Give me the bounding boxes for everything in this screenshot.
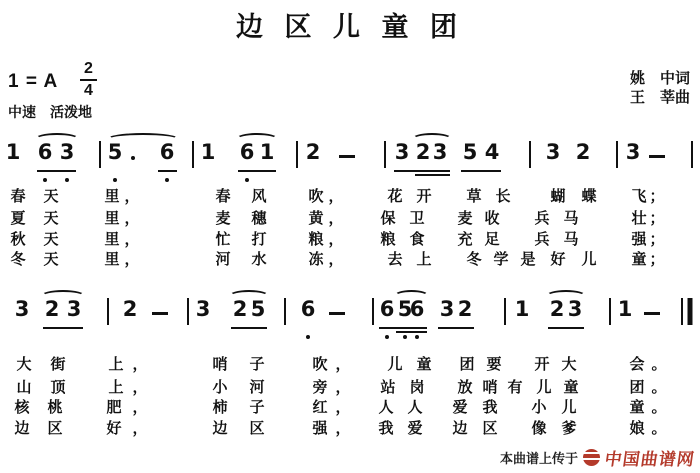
barline bbox=[691, 141, 693, 168]
lyric-char: 蝴 bbox=[550, 188, 566, 205]
lyric-char: 大 bbox=[561, 356, 577, 373]
lyric-char: 里 bbox=[104, 188, 120, 205]
note-6: 6 bbox=[379, 297, 395, 321]
lyric-char: ， bbox=[132, 356, 148, 373]
lyric-char: 卫 bbox=[409, 210, 425, 227]
site-name: 中国曲谱网 bbox=[603, 450, 697, 469]
note-3: 3 bbox=[439, 297, 455, 321]
lyric-char: 粮 bbox=[308, 231, 324, 248]
lyric-char: 黄 bbox=[308, 210, 324, 227]
lyric-char: 小 bbox=[212, 379, 228, 396]
lyric-char: ， bbox=[132, 420, 148, 437]
note-2: 2 bbox=[122, 297, 138, 321]
lyric-char: 里 bbox=[104, 251, 120, 268]
lyric-char: 麦 bbox=[215, 210, 231, 227]
beam-line bbox=[37, 170, 76, 172]
low-octave-dot bbox=[415, 335, 419, 339]
note-2: 2 bbox=[457, 297, 473, 321]
lyricist-credit: 姚 中词 bbox=[629, 70, 690, 87]
lyric-char: ， bbox=[124, 188, 140, 205]
note-1: 1 bbox=[5, 140, 21, 164]
lyric-char: ， bbox=[335, 356, 351, 373]
lyric-char: 区 bbox=[249, 420, 265, 437]
lyric-char: 柿 bbox=[212, 399, 228, 416]
lyric-char: 蝶 bbox=[581, 188, 597, 205]
note-2: 2 bbox=[232, 297, 248, 321]
barline bbox=[529, 141, 531, 168]
lyric-char: 春 bbox=[215, 188, 231, 205]
lyric-char: 忙 bbox=[215, 231, 231, 248]
low-octave-dot bbox=[403, 335, 407, 339]
lyric-char: 肥 bbox=[106, 399, 122, 416]
lyric-char: 娘 bbox=[629, 420, 645, 437]
lyric-char: 核 bbox=[14, 399, 30, 416]
note-3: 3 bbox=[545, 140, 561, 164]
beam-line bbox=[461, 170, 501, 172]
lyric-char: ， bbox=[124, 210, 140, 227]
lyric-char: ； bbox=[649, 188, 665, 205]
beam-line bbox=[394, 170, 450, 172]
lyric-char: 有 bbox=[507, 379, 523, 396]
lyric-char: 子 bbox=[249, 399, 265, 416]
lyric-char: 团 bbox=[459, 356, 475, 373]
lyric-char: 边 bbox=[14, 420, 30, 437]
lyric-char: 红 bbox=[312, 399, 328, 416]
lyric-char: ， bbox=[328, 188, 344, 205]
lyric-char: 边 bbox=[212, 420, 228, 437]
lyric-char: 足 bbox=[484, 231, 500, 248]
lyric-char: 。 bbox=[651, 399, 667, 416]
lyric-char: ， bbox=[124, 251, 140, 268]
lyric-char: 爹 bbox=[561, 420, 577, 437]
barline bbox=[372, 298, 374, 325]
note-3: 3 bbox=[195, 297, 211, 321]
low-octave-dot bbox=[165, 178, 169, 182]
lyric-char: 。 bbox=[651, 356, 667, 373]
lyric-char: 放 bbox=[457, 379, 473, 396]
note-1: 1 bbox=[259, 140, 275, 164]
barline bbox=[107, 298, 109, 325]
barline bbox=[284, 298, 286, 325]
lyric-char: 马 bbox=[563, 210, 579, 227]
note-1: 1 bbox=[200, 140, 216, 164]
lyric-char: 里 bbox=[104, 210, 120, 227]
lyric-char: ， bbox=[132, 379, 148, 396]
lyric-char: 上 bbox=[416, 251, 432, 268]
note-4: 4 bbox=[484, 140, 500, 164]
lyric-char: 小 bbox=[531, 399, 547, 416]
lyric-char: 草 bbox=[466, 188, 482, 205]
lyrics-row-1-2 bbox=[0, 210, 700, 230]
beam-line bbox=[43, 327, 83, 329]
lyric-char: 冬 bbox=[10, 251, 26, 268]
barline bbox=[504, 298, 506, 325]
lyric-char: 粮 bbox=[380, 231, 396, 248]
lyric-char: 春 bbox=[10, 188, 26, 205]
lyric-char: 冬 bbox=[466, 251, 482, 268]
note-5: 5 bbox=[250, 297, 266, 321]
duration-dash bbox=[339, 155, 355, 158]
note-6: 6 bbox=[409, 297, 425, 321]
lyric-char: 天 bbox=[43, 251, 59, 268]
lyric-char: ， bbox=[328, 231, 344, 248]
lyric-char: 上 bbox=[108, 379, 124, 396]
site-logo-icon bbox=[583, 449, 600, 466]
barline bbox=[192, 141, 194, 168]
beam-line-2 bbox=[415, 174, 450, 176]
lyric-char: 街 bbox=[50, 356, 66, 373]
lyric-char: 边 bbox=[452, 420, 468, 437]
lyric-char: 充 bbox=[457, 231, 473, 248]
lyric-char: 上 bbox=[108, 356, 124, 373]
lyric-char: 童 bbox=[629, 399, 645, 416]
note-3: 3 bbox=[59, 140, 75, 164]
lyric-char: 吹 bbox=[312, 356, 328, 373]
lyric-char: 。 bbox=[651, 379, 667, 396]
lyric-char: 学 bbox=[493, 251, 509, 268]
lyric-char: 童 bbox=[563, 379, 579, 396]
lyric-char: 儿 bbox=[581, 251, 597, 268]
beam-line bbox=[379, 327, 427, 329]
tempo-marking: 中速 活泼地 bbox=[8, 104, 92, 120]
lyric-char: 天 bbox=[43, 231, 59, 248]
lyric-char: 童 bbox=[416, 356, 432, 373]
duration-dash bbox=[644, 312, 660, 315]
lyric-char: ； bbox=[649, 210, 665, 227]
lyric-char: 长 bbox=[495, 188, 511, 205]
lyric-char: 儿 bbox=[561, 399, 577, 416]
lyrics-row-2-3 bbox=[0, 399, 700, 419]
credits bbox=[630, 69, 690, 107]
lyric-char: 。 bbox=[651, 420, 667, 437]
note-3: 3 bbox=[14, 297, 30, 321]
lyrics-row-2-1 bbox=[0, 356, 700, 376]
lyric-char: 旁 bbox=[312, 379, 328, 396]
lyrics-row-1-4 bbox=[0, 251, 700, 271]
lyric-char: 保 bbox=[380, 210, 396, 227]
lyric-char: 去 bbox=[387, 251, 403, 268]
note-3: 3 bbox=[394, 140, 410, 164]
note-6: 6 bbox=[37, 140, 53, 164]
lyric-char: 区 bbox=[47, 420, 63, 437]
lyric-char: 风 bbox=[251, 188, 267, 205]
lyric-char: 兵 bbox=[534, 231, 550, 248]
beam-line bbox=[238, 170, 276, 172]
note-1: 1 bbox=[514, 297, 530, 321]
lyric-char: 河 bbox=[249, 379, 265, 396]
note-3: 3 bbox=[625, 140, 641, 164]
lyric-char: ； bbox=[649, 231, 665, 248]
song-title: 边 区 儿 童 团 bbox=[235, 12, 464, 42]
lyric-char: 河 bbox=[215, 251, 231, 268]
low-octave-dot bbox=[245, 178, 249, 182]
note-6: 6 bbox=[159, 140, 175, 164]
note-1: 1 bbox=[617, 297, 633, 321]
note-3: 3 bbox=[432, 140, 448, 164]
note-2: 2 bbox=[549, 297, 565, 321]
lyric-char: 顶 bbox=[50, 379, 66, 396]
lyric-char: 我 bbox=[378, 420, 394, 437]
lyric-char: 区 bbox=[482, 420, 498, 437]
beam-line bbox=[231, 327, 267, 329]
lyric-char: 收 bbox=[484, 210, 500, 227]
lyric-char: 像 bbox=[531, 420, 547, 437]
time-signature-denominator: 4 bbox=[84, 81, 93, 99]
lyric-char: ， bbox=[335, 379, 351, 396]
lyric-char: 秋 bbox=[10, 231, 26, 248]
time-signature-numerator: 2 bbox=[80, 60, 97, 81]
lyric-char: 壮 bbox=[631, 210, 647, 227]
lyric-char: 兵 bbox=[534, 210, 550, 227]
lyrics-row-1-1 bbox=[0, 188, 700, 208]
lyric-char: 要 bbox=[486, 356, 502, 373]
lyric-char: 会 bbox=[629, 356, 645, 373]
lyric-char: 哨 bbox=[482, 379, 498, 396]
lyric-char: 夏 bbox=[10, 210, 26, 227]
duration-dash bbox=[649, 155, 665, 158]
lyric-char: 好 bbox=[550, 251, 566, 268]
lyric-char: 山 bbox=[16, 379, 32, 396]
lyric-char: 爱 bbox=[407, 420, 423, 437]
duration-dash bbox=[152, 312, 168, 315]
lyric-char: 人 bbox=[407, 399, 423, 416]
lyric-char: 开 bbox=[534, 356, 550, 373]
lyric-char: 哨 bbox=[212, 356, 228, 373]
lyric-char: ， bbox=[124, 231, 140, 248]
beam-line bbox=[548, 327, 584, 329]
lyric-char: 是 bbox=[520, 251, 536, 268]
lyric-char: 桃 bbox=[47, 399, 63, 416]
barline bbox=[296, 141, 298, 168]
augmentation-dot bbox=[131, 156, 135, 160]
low-octave-dot bbox=[43, 178, 47, 182]
lyric-char: 子 bbox=[249, 356, 265, 373]
lyric-char: 吹 bbox=[308, 188, 324, 205]
lyric-char: 冻 bbox=[308, 251, 324, 268]
lyric-char: 打 bbox=[251, 231, 267, 248]
note-5: 5 bbox=[107, 140, 123, 164]
lyric-char: 好 bbox=[106, 420, 122, 437]
beam-line bbox=[438, 327, 474, 329]
barline bbox=[609, 298, 611, 325]
footer bbox=[500, 445, 695, 470]
key-signature: 1 = A bbox=[8, 71, 59, 92]
lyric-char: 开 bbox=[416, 188, 432, 205]
lyric-char: 里 bbox=[104, 231, 120, 248]
beam-line bbox=[158, 170, 177, 172]
lyrics-row-2-2 bbox=[0, 379, 700, 399]
lyric-char: ， bbox=[335, 399, 351, 416]
lyric-char: 儿 bbox=[387, 356, 403, 373]
lyric-char: 天 bbox=[43, 188, 59, 205]
lyric-char: 水 bbox=[251, 251, 267, 268]
low-octave-dot bbox=[113, 178, 117, 182]
lyric-char: 爱 bbox=[452, 399, 468, 416]
lyric-char: ； bbox=[649, 251, 665, 268]
lyric-char: 强 bbox=[312, 420, 328, 437]
final-barline-thin bbox=[681, 298, 683, 325]
lyric-char: 花 bbox=[387, 188, 403, 205]
lyric-char: ， bbox=[328, 210, 344, 227]
barline bbox=[616, 141, 618, 168]
beam-line-2 bbox=[396, 331, 427, 333]
low-octave-dot bbox=[306, 335, 310, 339]
lyric-char: 人 bbox=[378, 399, 394, 416]
lyric-char: 团 bbox=[629, 379, 645, 396]
barline bbox=[384, 141, 386, 168]
note-5: 5 bbox=[397, 297, 413, 321]
barline bbox=[99, 141, 101, 168]
note-2: 2 bbox=[44, 297, 60, 321]
note-6: 6 bbox=[300, 297, 316, 321]
lyric-char: 儿 bbox=[536, 379, 552, 396]
score-line-2 bbox=[0, 293, 700, 353]
note-3: 3 bbox=[567, 297, 583, 321]
lyric-char: ， bbox=[335, 420, 351, 437]
note-5: 5 bbox=[462, 140, 478, 164]
final-barline-thick bbox=[688, 298, 693, 325]
low-octave-dot bbox=[385, 335, 389, 339]
lyric-char: 岗 bbox=[409, 379, 425, 396]
lyric-char: 强 bbox=[631, 231, 647, 248]
lyric-char: 站 bbox=[380, 379, 396, 396]
note-2: 2 bbox=[575, 140, 591, 164]
duration-dash bbox=[329, 312, 345, 315]
score-line-1 bbox=[0, 136, 700, 196]
lyric-char: 穗 bbox=[251, 210, 267, 227]
composer-credit: 王 莘曲 bbox=[629, 89, 690, 106]
note-6: 6 bbox=[239, 140, 255, 164]
lyric-char: 食 bbox=[409, 231, 425, 248]
lyrics-row-1-3 bbox=[0, 231, 700, 251]
low-octave-dot bbox=[65, 178, 69, 182]
lyric-char: ， bbox=[132, 399, 148, 416]
lyric-char: 大 bbox=[16, 356, 32, 373]
lyric-char: 飞 bbox=[631, 188, 647, 205]
lyrics-row-2-4 bbox=[0, 420, 700, 440]
barline bbox=[187, 298, 189, 325]
lyric-char: 童 bbox=[631, 251, 647, 268]
note-2: 2 bbox=[305, 140, 321, 164]
time-signature bbox=[80, 60, 97, 99]
lyric-char: 我 bbox=[482, 399, 498, 416]
note-3: 3 bbox=[66, 297, 82, 321]
lyric-char: 马 bbox=[563, 231, 579, 248]
lyric-char: ， bbox=[328, 251, 344, 268]
lyric-char: 麦 bbox=[457, 210, 473, 227]
note-2: 2 bbox=[415, 140, 431, 164]
upload-note: 本曲谱上传于 bbox=[499, 451, 578, 466]
lyric-char: 天 bbox=[43, 210, 59, 227]
